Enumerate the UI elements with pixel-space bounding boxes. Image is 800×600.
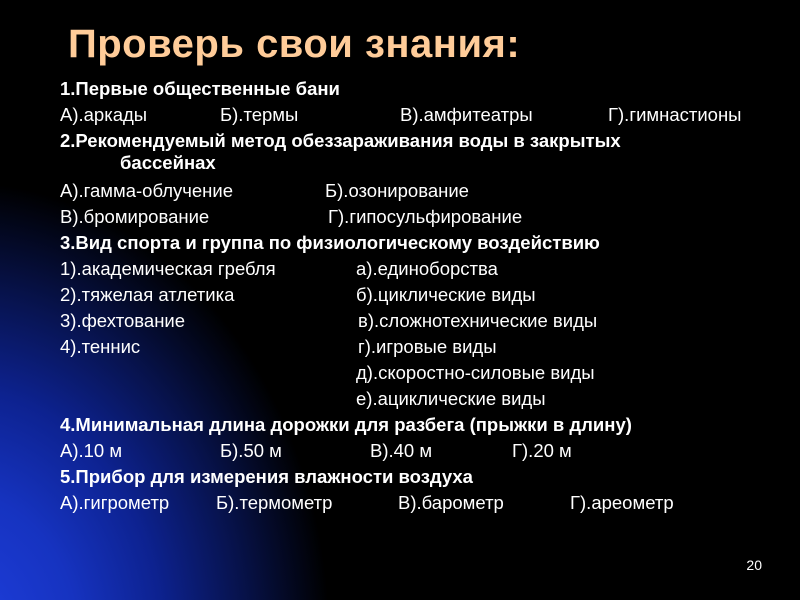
answer-2d: Г).гипосульфирование <box>328 206 523 227</box>
question-4-answers <box>60 438 780 464</box>
answer-5d: Г).ареометр <box>570 492 674 513</box>
group-f: е).ациклические виды <box>356 388 546 409</box>
sport-3: 3).фехтование <box>60 310 186 331</box>
answer-1b: Б).термы <box>220 104 299 125</box>
group-a: а).единоборства <box>356 258 498 279</box>
question-2-line1: 2.Рекомендуемый метод обеззараживания воды в закрытых <box>60 130 621 151</box>
answer-5b: Б).термометр <box>216 492 333 513</box>
quiz-content <box>60 76 780 516</box>
sport-1: 1).академическая гребля <box>60 258 276 279</box>
question-3-row-1 <box>60 256 780 282</box>
question-3: 3.Вид спорта и группа по физиологическому воздействию <box>60 232 600 253</box>
question-4: 4.Минимальная длина дорожки для разбега (прыжки в длину) <box>60 414 632 435</box>
answer-4d: Г).20 м <box>512 440 572 461</box>
answer-2a: А).гамма-облучение <box>60 180 234 201</box>
answer-5c: В).барометр <box>398 492 504 513</box>
answer-4b: Б).50 м <box>220 440 282 461</box>
answer-4a: А).10 м <box>60 440 123 461</box>
question-2-answers-row1 <box>60 178 780 204</box>
question-2 <box>60 130 780 174</box>
question-3-row-3 <box>60 308 780 334</box>
answer-2c: В).бромирование <box>60 206 210 227</box>
question-3-row-6 <box>60 386 780 412</box>
slide-title: Проверь свои знания: <box>68 22 521 66</box>
sport-2: 2).тяжелая атлетика <box>60 284 235 305</box>
group-c: в).сложнотехнические виды <box>358 310 598 331</box>
answer-5a: А).гигрометр <box>60 492 170 513</box>
question-5-answers <box>60 490 780 516</box>
question-2-answers-row2 <box>60 204 780 230</box>
group-e: д).скоростно-силовые виды <box>356 362 595 383</box>
question-5: 5.Прибор для измерения влажности воздуха <box>60 466 473 487</box>
sport-4: 4).теннис <box>60 336 141 357</box>
question-3-row-4 <box>60 334 780 360</box>
answer-2b: Б).озонирование <box>325 180 469 201</box>
answer-4c: В).40 м <box>370 440 433 461</box>
answer-1c: В).амфитеатры <box>400 104 533 125</box>
group-b: б).циклические виды <box>356 284 536 305</box>
question-2-line2: бассейнах <box>120 152 216 173</box>
question-3-row-5 <box>60 360 780 386</box>
group-d: г).игровые виды <box>358 336 497 357</box>
question-1: 1.Первые общественные бани <box>60 78 340 99</box>
question-1-answers <box>60 102 780 128</box>
question-3-row-2 <box>60 282 780 308</box>
answer-1d: Г).гимнастионы <box>608 104 742 125</box>
page-number: 20 <box>746 557 762 573</box>
answer-1a: А).аркады <box>60 104 148 125</box>
